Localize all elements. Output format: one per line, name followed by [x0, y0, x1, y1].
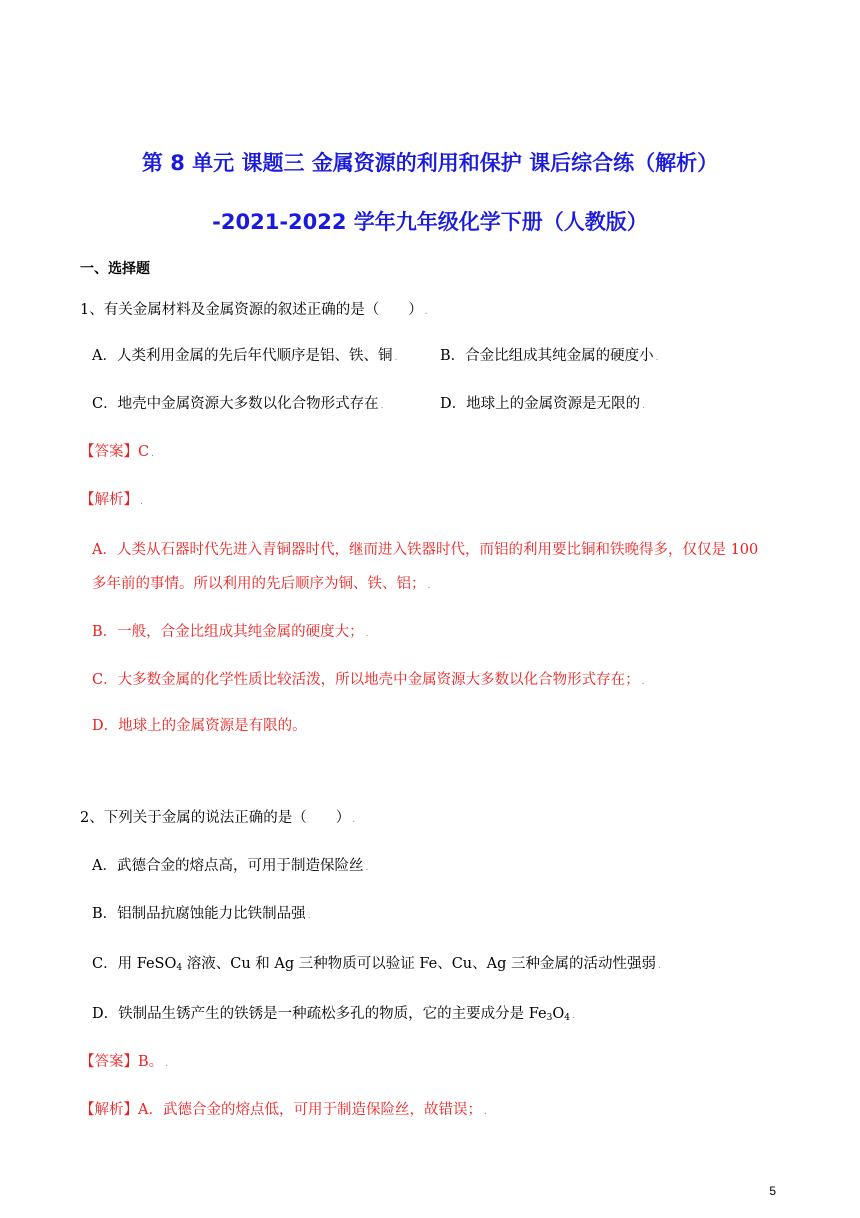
question-2-stem-text: 2、下列关于金属的说法正确的是（ ） — [80, 810, 351, 826]
question-2-option-b-text: B．铝制品抗腐蚀能力比铁制品强 — [92, 906, 306, 922]
question-1-analysis-b — [92, 622, 369, 644]
paragraph-mark: . — [380, 401, 384, 411]
document-title-line-1: 第 8 单元 课题三 金属资源的利用和保护 课后综合练（解析） — [141, 151, 719, 175]
analysis-c-text: C．大多数金属的化学性质比较活泼，所以地壳中金属资源大多数以化合物形式存在； — [92, 672, 640, 688]
analysis-a-text: A．武德合金的熔点低，可用于制造保险丝，故错误； — [138, 1102, 482, 1118]
analysis-tag: 【解析】 — [80, 1102, 138, 1118]
question-1-option-b-text: B．合金比组成其纯金属的硬度小 — [440, 348, 654, 364]
answer-tag: 【答案】 — [80, 444, 138, 460]
question-1-analysis-d: D．地球上的金属资源是有限的。 — [92, 718, 307, 734]
question-1-analysis-a-line-1: A．人类从石器时代先进入青铜器时代，继而进入铁器时代，而铝的利用要比铜和铁晚得多，仅仅是 100 — [92, 542, 759, 558]
question-2-option-d-mid: O — [552, 1006, 565, 1022]
question-2-option-c-pre: C．用 FeSO — [92, 956, 177, 972]
paragraph-mark: . — [394, 353, 398, 363]
analysis-b-text: B．一般，合金比组成其纯金属的硬度大； — [92, 624, 364, 640]
paragraph-mark: . — [140, 497, 143, 507]
paragraph-mark: . — [151, 449, 154, 459]
question-1-option-c — [92, 394, 383, 416]
question-1-option-d-text: D．地球上的金属资源是无限的 — [440, 396, 641, 412]
paragraph-mark: . — [657, 961, 661, 971]
paragraph-mark: . — [365, 629, 369, 639]
answer-value: B。 — [138, 1054, 164, 1070]
question-1-answer — [80, 442, 154, 464]
paragraph-mark: . — [352, 815, 356, 825]
question-2-option-c-post: 溶液、Cu 和 Ag 三种物质可以验证 Fe、Cu、Ag 三种金属的活动性强弱 — [182, 956, 656, 972]
question-2-answer — [80, 1052, 168, 1074]
paragraph-mark: . — [427, 581, 431, 591]
question-1-analysis-c — [92, 670, 644, 692]
paragraph-mark: . — [641, 677, 645, 687]
question-1-stem-text: 1、有关金属材料及金属资源的叙述正确的是（ ） — [80, 302, 423, 318]
question-2-analysis — [80, 1100, 487, 1122]
subscript: 4 — [564, 1013, 570, 1023]
document-title-line-2: -2021-2022 学年九年级化学下册（人教版） — [212, 210, 648, 234]
paragraph-mark: . — [365, 863, 369, 873]
question-1-option-a-text: A．人类利用金属的先后年代顺序是铝、铁、铜 — [92, 348, 393, 364]
subscript: 4 — [176, 963, 183, 973]
analysis-a-line-2-text: 多年前的事情。所以利用的先后顺序为铜、铁、铝； — [92, 576, 426, 592]
question-2-option-a-text: A．武德合金的熔点高，可用于制造保险丝 — [92, 858, 364, 874]
question-1-analysis-a-line-2 — [92, 574, 430, 596]
answer-value: C — [138, 444, 150, 460]
question-2-option-c — [92, 954, 661, 978]
paragraph-mark: . — [483, 1107, 487, 1117]
question-1-option-d — [440, 394, 645, 416]
paragraph-mark: . — [165, 1059, 169, 1069]
question-1-option-c-text: C．地壳中金属资源大多数以化合物形式存在 — [92, 396, 379, 412]
question-2-option-a — [92, 856, 368, 878]
paragraph-mark: . — [642, 401, 645, 411]
answer-tag: 【答案】 — [80, 1054, 138, 1070]
question-1-stem — [80, 300, 428, 322]
subscript: 3 — [546, 1013, 553, 1023]
question-2-option-d — [92, 1004, 575, 1028]
question-1-option-b — [440, 346, 659, 368]
page-number: 5 — [769, 1184, 776, 1198]
section-heading: 一、选择题 — [80, 261, 150, 277]
question-2-option-b — [92, 904, 311, 926]
question-2-option-d-pre: D．铁制品生锈产生的铁锈是一种疏松多孔的物质，它的主要成分是 Fe — [92, 1006, 547, 1022]
paragraph-mark: . — [655, 353, 659, 363]
paragraph-mark: . — [424, 307, 428, 317]
paragraph-mark: . — [307, 911, 311, 921]
question-1-analysis-heading — [80, 490, 143, 512]
paragraph-mark: . — [571, 1011, 575, 1021]
question-2-stem — [80, 808, 355, 830]
question-1-option-a — [92, 346, 397, 368]
analysis-tag: 【解析】 — [80, 492, 138, 508]
